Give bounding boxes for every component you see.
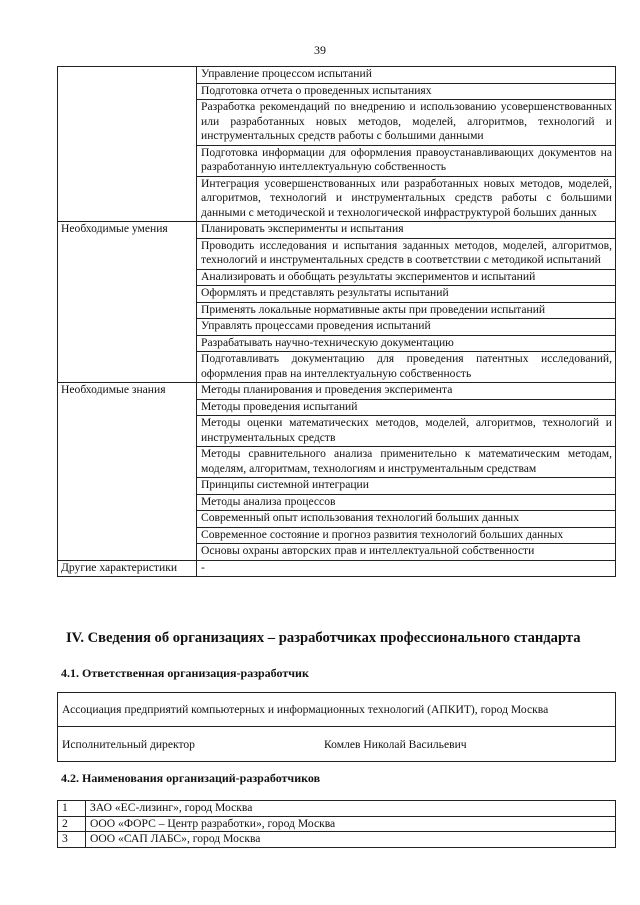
developer-name: ЗАО «ЕС-лизинг», город Москва — [86, 801, 616, 817]
row-item: Методы оценки математических методов, моделей, алгоритмов, технологий и инструментальных средств — [197, 416, 616, 447]
row-label: Необходимые умения — [58, 222, 197, 239]
row-item: Управление процессом испытаний — [197, 67, 616, 84]
table-row — [58, 352, 616, 383]
table-row — [58, 302, 616, 319]
developers-table — [57, 800, 616, 848]
row-item: Современный опыт использования технологий больших данных — [197, 511, 616, 528]
table-row — [58, 399, 616, 416]
row-label — [58, 447, 197, 478]
table-row — [58, 511, 616, 528]
row-item: Подготовка отчета о проведенных испытаниях — [197, 83, 616, 100]
row-item: Основы охраны авторских прав и интеллектуальной собственности — [197, 544, 616, 561]
developers-heading: 4.2. Наименования организаций-разработчиков — [61, 771, 321, 785]
row-label — [58, 67, 197, 84]
section-iv-title: IV. Сведения об организациях – разработчиках профессионального стандарта — [66, 630, 581, 646]
table-row — [58, 100, 616, 146]
row-item: Управлять процессами проведения испытаний — [197, 319, 616, 336]
table-row — [58, 238, 616, 269]
table-row — [58, 67, 616, 84]
row-label — [58, 145, 197, 176]
row-item: Разрабатывать научно-техническую документацию — [197, 335, 616, 352]
developer-name: ООО «ФОРС – Центр разработки», город Москва — [86, 816, 616, 832]
row-label — [58, 269, 197, 286]
page-number: 39 — [314, 43, 326, 57]
developer-row — [58, 801, 616, 817]
row-label — [58, 527, 197, 544]
table-row — [58, 176, 616, 222]
responsible-org-heading: 4.1. Ответственная организация-разработчик — [61, 666, 309, 680]
row-item: Методы проведения испытаний — [197, 399, 616, 416]
row-label — [58, 83, 197, 100]
table-row — [58, 383, 616, 400]
row-item: Подготовка информации для оформления правоустанавливающих документов на разработанную интеллектуальную собственность — [197, 145, 616, 176]
row-label — [58, 352, 197, 383]
developer-number: 1 — [58, 801, 86, 817]
responsible-org-table — [57, 692, 616, 762]
row-item: - — [197, 560, 616, 577]
table-row — [58, 527, 616, 544]
director-name: Комлев Николай Васильевич — [324, 737, 467, 751]
row-label — [58, 399, 197, 416]
table-row — [58, 319, 616, 336]
director-title: Исполнительный директор — [62, 737, 195, 751]
row-label — [58, 416, 197, 447]
row-label — [58, 302, 197, 319]
row-label — [58, 335, 197, 352]
table-row — [58, 560, 616, 577]
developer-name: ООО «САП ЛАБС», город Москва — [86, 832, 616, 848]
row-item: Методы сравнительного анализа применительно к математическим методам, моделям, алгоритмам, технологиям и инструментальным средствам — [197, 447, 616, 478]
table-row — [58, 83, 616, 100]
table-row — [58, 544, 616, 561]
developer-number: 3 — [58, 832, 86, 848]
table-row — [58, 478, 616, 495]
developer-number: 2 — [58, 816, 86, 832]
developer-row — [58, 816, 616, 832]
row-label — [58, 286, 197, 303]
row-label — [58, 176, 197, 222]
row-item: Подготавливать документацию для проведения патентных исследований, оформления прав на интеллектуальную собственность — [197, 352, 616, 383]
table-row — [58, 494, 616, 511]
row-label — [58, 494, 197, 511]
row-item: Проводить исследования и испытания заданных методов, моделей, алгоритмов, технологий и инструментальных средств в соответствии с методикой испытаний — [197, 238, 616, 269]
row-item: Принципы системной интеграции — [197, 478, 616, 495]
row-item: Применять локальные нормативные акты при проведении испытаний — [197, 302, 616, 319]
row-item: Методы анализа процессов — [197, 494, 616, 511]
director-row — [58, 727, 616, 762]
row-label — [58, 511, 197, 528]
table-row — [58, 269, 616, 286]
competency-table — [57, 66, 616, 577]
table-row — [58, 145, 616, 176]
row-label — [58, 544, 197, 561]
row-label — [58, 478, 197, 495]
row-label: Другие характеристики — [58, 560, 197, 577]
row-item: Оформлять и представлять результаты испытаний — [197, 286, 616, 303]
row-item: Интеграция усовершенствованных или разработанных новых методов, моделей, алгоритмов, технологий и инструментальных средств работы с большими данными с методической и технологической инфраструктурой больших данных — [197, 176, 616, 222]
row-label — [58, 319, 197, 336]
table-row — [58, 335, 616, 352]
table-row — [58, 416, 616, 447]
responsible-org-name: Ассоциация предприятий компьютерных и информационных технологий (АПКИТ), город Москва — [58, 693, 616, 727]
row-item: Планировать эксперименты и испытания — [197, 222, 616, 239]
row-item: Анализировать и обобщать результаты экспериментов и испытаний — [197, 269, 616, 286]
row-label — [58, 238, 197, 269]
row-item: Современное состояние и прогноз развития технологий больших данных — [197, 527, 616, 544]
row-label — [58, 100, 197, 146]
row-item: Методы планирования и проведения эксперимента — [197, 383, 616, 400]
table-row — [58, 286, 616, 303]
developer-row — [58, 832, 616, 848]
table-row — [58, 447, 616, 478]
row-item: Разработка рекомендаций по внедрению и использованию усовершенствованных или разработанных новых методов, моделей, алгоритмов, технологий и инструментальных средств работы с большими данными — [197, 100, 616, 146]
row-label: Необходимые знания — [58, 383, 197, 400]
table-row — [58, 222, 616, 239]
